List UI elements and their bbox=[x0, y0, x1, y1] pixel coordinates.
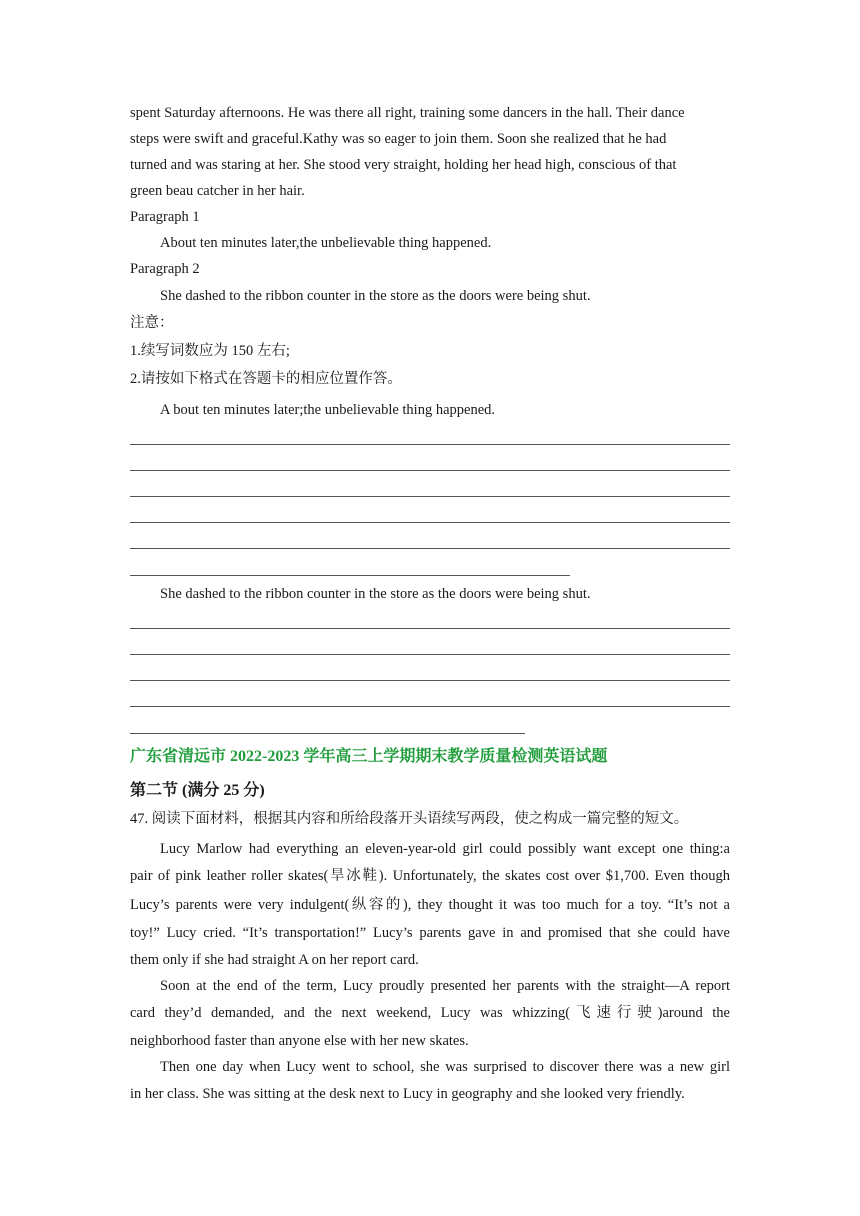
answer-line bbox=[130, 444, 730, 445]
story-line: steps were swift and graceful.Kathy was so eager to join them. Soon she realized that he had bbox=[130, 131, 667, 147]
paragraph-1-start: About ten minutes later,the unbelievable thing happened. bbox=[160, 235, 492, 251]
answer-line bbox=[130, 628, 730, 629]
notes-label: 注意： bbox=[130, 315, 174, 331]
story-line: them only if she had straight A on her report card. bbox=[130, 952, 419, 968]
paragraph-1-label: Paragraph 1 bbox=[130, 209, 200, 225]
answer-line bbox=[130, 654, 730, 655]
story-line: in her class. She was sitting at the desk next to Lucy in geography and she looked very friendly. bbox=[130, 1086, 685, 1102]
answer-line bbox=[130, 522, 730, 523]
section-title: 第二节 (满分 25 分) bbox=[130, 782, 265, 799]
answer-line bbox=[130, 470, 730, 471]
note-2: 2.请按如下格式在答题卡的相应位置作答。 bbox=[130, 371, 402, 387]
story-line: pair of pink leather roller skates(旱冰鞋). Unfortunately, the skates cost over $1,700. Even though bbox=[130, 868, 730, 884]
story-line: Then one day when Lucy went to school, she was surprised to discover there was a new girl bbox=[160, 1059, 730, 1075]
source-title: 广东省清远市 2022-2023 学年高三上学期期末教学质量检测英语试题 bbox=[130, 748, 608, 765]
answer-line bbox=[130, 733, 525, 734]
story-line: Lucy Marlow had everything an eleven-year-old girl could possibly want except one thing:a bbox=[160, 841, 730, 857]
story-line: neighborhood faster than anyone else with her new skates. bbox=[130, 1033, 469, 1049]
question-instruction: 47. 阅读下面材料，根据其内容和所给段落开头语续写两段，使之构成一篇完整的短文。 bbox=[130, 811, 689, 827]
answer-line bbox=[130, 575, 570, 576]
answer-line bbox=[130, 680, 730, 681]
story-line: toy!” Lucy cried. “It’s transportation!” Lucy’s parents gave in and promised that she could have bbox=[130, 925, 730, 941]
answer-start-1: A bout ten minutes later;the unbelievable thing happened. bbox=[160, 402, 496, 418]
paragraph-2-start: She dashed to the ribbon counter in the store as the doors were being shut. bbox=[160, 288, 591, 304]
story-line: spent Saturday afternoons. He was there all right, training some dancers in the hall. Their dance bbox=[130, 105, 685, 121]
story-line: Soon at the end of the term, Lucy proudly presented her parents with the straight—A report bbox=[160, 978, 730, 994]
answer-start-2: She dashed to the ribbon counter in the store as the doors were being shut. bbox=[160, 586, 591, 602]
story-line: green beau catcher in her hair. bbox=[130, 183, 305, 199]
answer-line bbox=[130, 548, 730, 549]
paragraph-2-label: Paragraph 2 bbox=[130, 261, 200, 277]
answer-line bbox=[130, 496, 730, 497]
note-1: 1.续写词数应为 150 左右; bbox=[130, 343, 290, 359]
answer-line bbox=[130, 706, 730, 707]
story-line: Lucy’s parents were very indulgent(纵容的), they thought it was too much for a toy. “It’s not a bbox=[130, 897, 730, 913]
story-line: turned and was staring at her. She stood very straight, holding her head high, conscious of that bbox=[130, 157, 677, 173]
story-line: card they’d demanded, and the next weekend, Lucy was whizzing(飞速行驶)around the bbox=[130, 1005, 730, 1021]
